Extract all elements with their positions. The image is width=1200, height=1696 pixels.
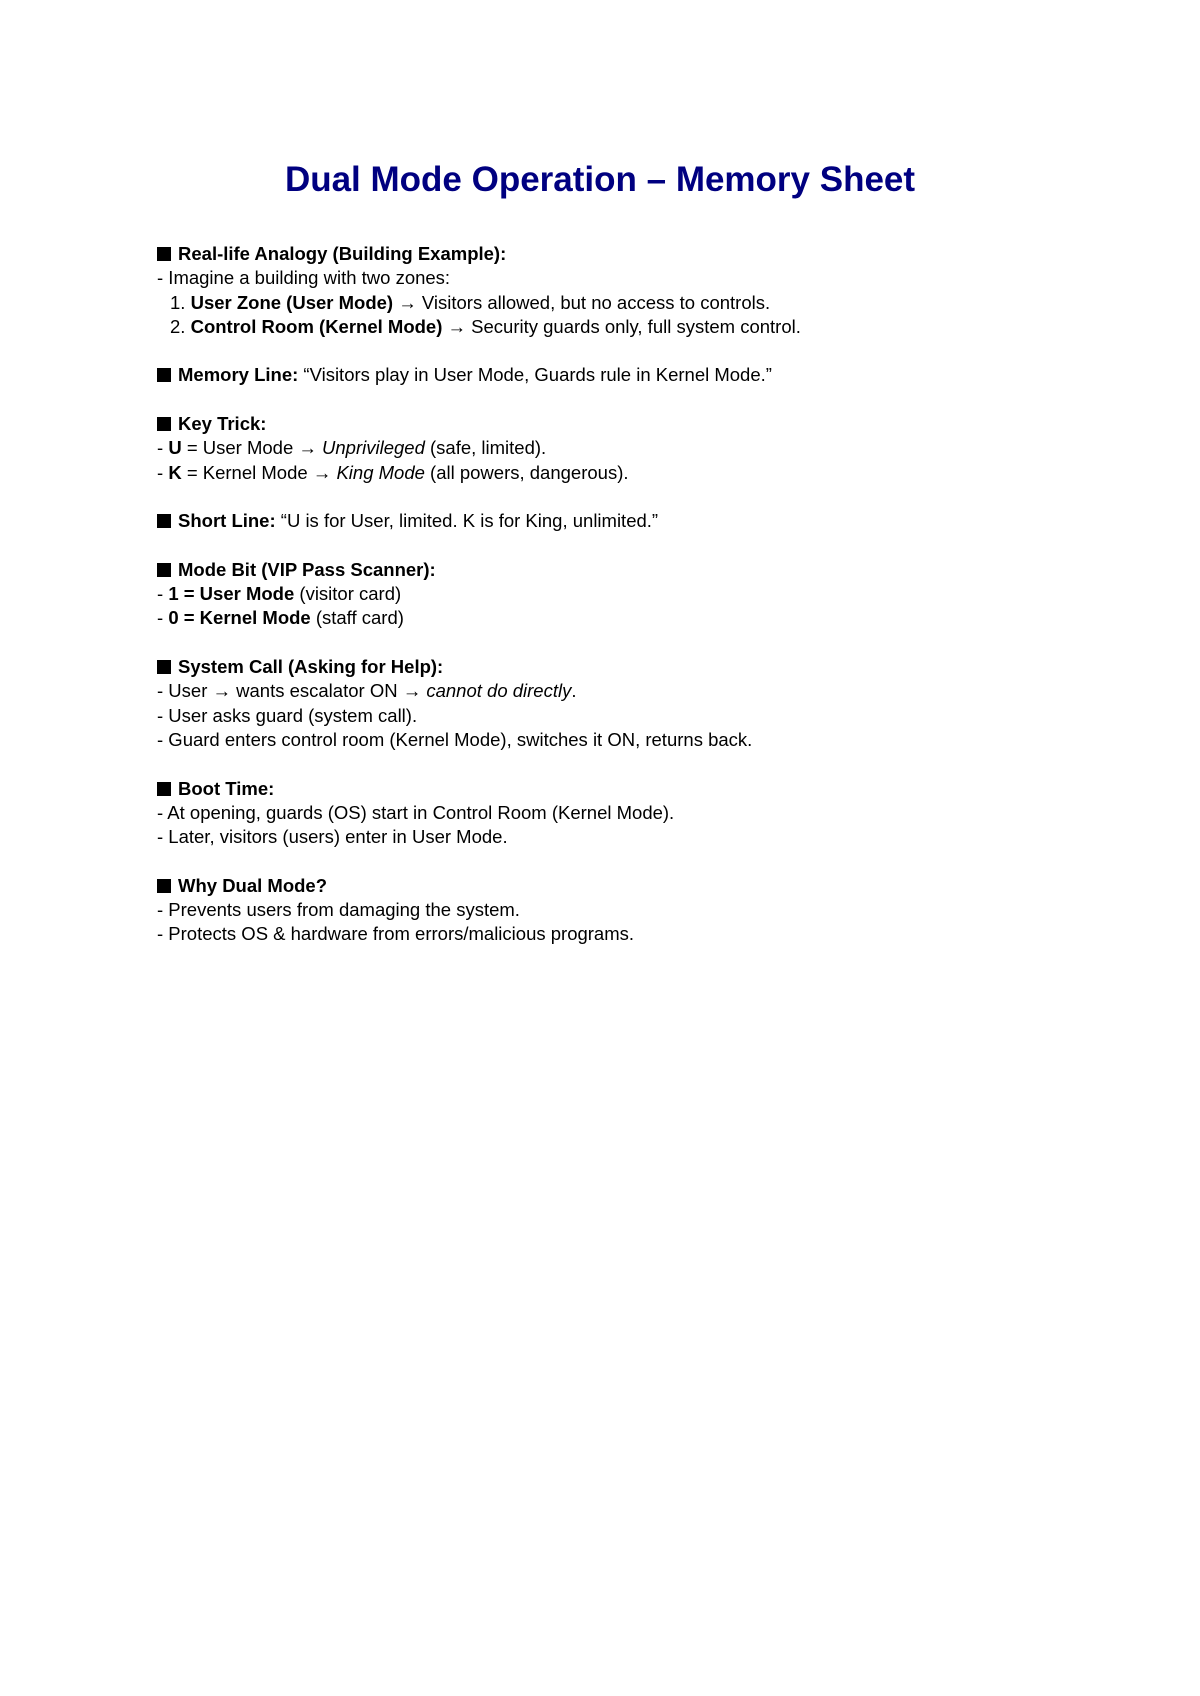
line-text: - User → wants escalator ON → [157, 680, 427, 702]
section-heading-line [157, 655, 1137, 679]
text-line [157, 461, 1137, 485]
text-line: - Guard enters control room (Kernel Mode), switches it ON, returns back. [157, 728, 753, 750]
section-key-trick [157, 412, 1137, 485]
text-line: - Imagine a building with two zones: [157, 267, 451, 289]
text-line [157, 679, 1137, 703]
line-text: (staff card) [310, 607, 404, 629]
square-bullet-icon [157, 660, 171, 674]
section-heading: System Call (Asking for Help): [178, 656, 444, 678]
square-bullet-icon [157, 563, 171, 577]
bold-term: U [168, 437, 182, 459]
section-heading: Short Line: [178, 510, 276, 532]
section-memory-line [157, 363, 1137, 387]
line-text: (safe, limited). [424, 437, 547, 459]
bold-term: 0 = Kernel Mode [168, 607, 311, 629]
line-text: . [571, 680, 577, 702]
italic-term: Unprivileged [322, 437, 425, 459]
section-heading-line [157, 558, 1137, 582]
numbered-item [157, 291, 1137, 315]
square-bullet-icon [157, 247, 171, 261]
bold-term: User Zone (User Mode) [190, 291, 394, 313]
section-heading-line [157, 777, 1137, 801]
line-text: = User Mode → [181, 437, 323, 459]
text-line [157, 606, 1137, 630]
section-heading: Boot Time: [178, 777, 275, 799]
section-heading: Memory Line: [178, 364, 299, 386]
item-text: → Visitors allowed, but no access to controls. [393, 291, 771, 313]
section-heading-line [157, 363, 1137, 387]
text-line: - Protects OS & hardware from errors/malicious programs. [157, 923, 635, 945]
line-text: (all powers, dangerous). [424, 461, 629, 483]
bold-term: K [168, 461, 182, 483]
item-text: → Security guards only, full system control. [442, 315, 801, 337]
section-heading: Mode Bit (VIP Pass Scanner): [178, 558, 436, 580]
section-mode-bit [157, 558, 1137, 631]
section-heading-line [157, 874, 1137, 898]
bold-term: Control Room (Kernel Mode) [190, 315, 443, 337]
text-line: - Prevents users from damaging the system. [157, 899, 520, 921]
square-bullet-icon [157, 514, 171, 528]
section-heading-line [157, 242, 1137, 266]
italic-term: cannot do directly [426, 680, 572, 702]
section-heading: Key Trick: [178, 413, 267, 435]
text-line [157, 436, 1137, 460]
text-line: - At opening, guards (OS) start in Control Room (Kernel Mode). [157, 801, 675, 823]
text-line [157, 582, 1137, 606]
line-text: = Kernel Mode → [181, 461, 337, 483]
italic-term: King Mode [336, 461, 425, 483]
bold-term: 1 = User Mode [168, 583, 295, 605]
dash-prefix: - [157, 437, 169, 459]
quote-text: “Visitors play in User Mode, Guards rule in Kernel Mode.” [298, 364, 772, 386]
page-title: Dual Mode Operation – Memory Sheet [284, 160, 916, 199]
section-analogy [157, 242, 1137, 339]
item-number: 1. [170, 291, 191, 313]
text-line: - User asks guard (system call). [157, 704, 418, 726]
dash-prefix: - [157, 583, 169, 605]
section-short-line [157, 509, 1137, 533]
square-bullet-icon [157, 417, 171, 431]
dash-prefix: - [157, 461, 169, 483]
section-heading-line [157, 509, 1137, 533]
quote-text: “U is for User, limited. K is for King, unlimited.” [275, 510, 659, 532]
square-bullet-icon [157, 879, 171, 893]
section-why-dual-mode [157, 874, 1137, 947]
text-line: - Later, visitors (users) enter in User Mode. [157, 826, 508, 848]
square-bullet-icon [157, 368, 171, 382]
section-heading: Real-life Analogy (Building Example): [178, 243, 507, 264]
item-number: 2. [170, 315, 191, 337]
square-bullet-icon [157, 782, 171, 796]
section-boot-time [157, 777, 1137, 850]
section-system-call [157, 655, 1137, 752]
section-heading-line [157, 412, 1137, 436]
dash-prefix: - [157, 607, 169, 629]
section-heading: Why Dual Mode? [178, 874, 328, 896]
numbered-item [157, 315, 1137, 339]
memory-sheet-content [157, 242, 1137, 971]
line-text: (visitor card) [294, 583, 402, 605]
